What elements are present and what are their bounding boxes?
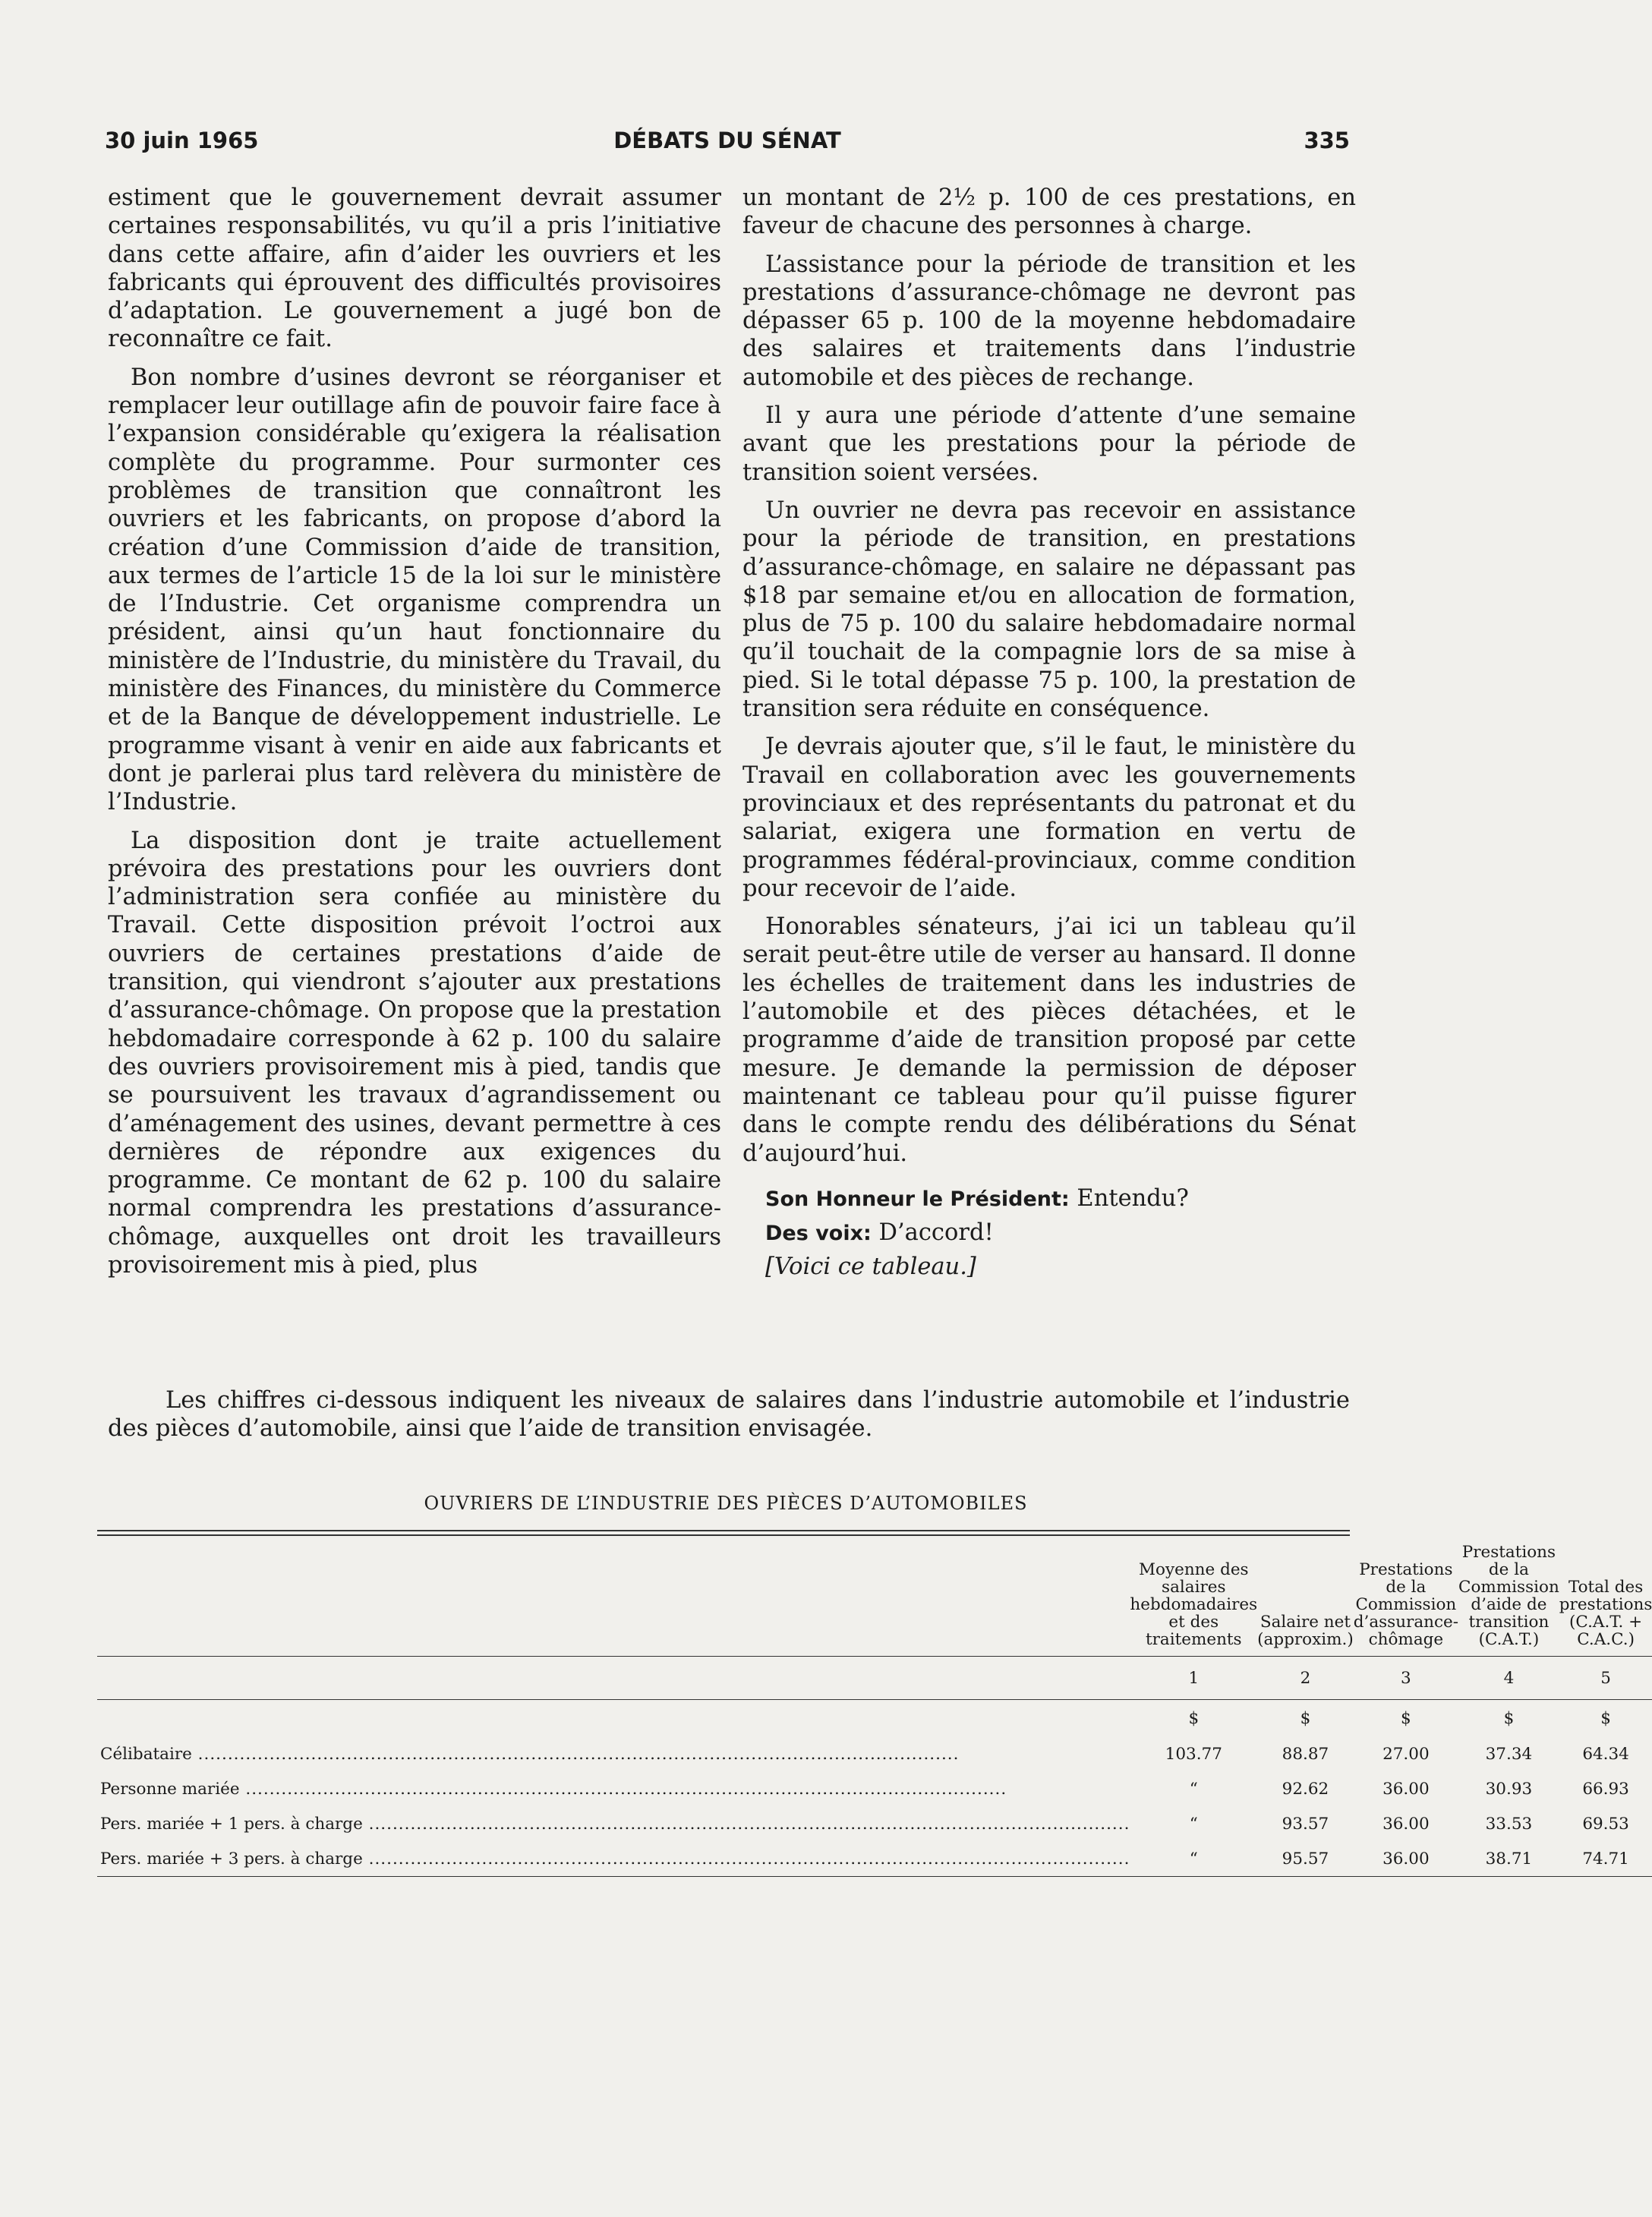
table-row xyxy=(97,1771,1652,1806)
table-cell: 33.53 xyxy=(1485,1814,1533,1834)
table-cell: 36.00 xyxy=(1354,1841,1458,1877)
unit-row xyxy=(97,1700,1652,1737)
column-number: 3 xyxy=(1354,1657,1458,1700)
table-cell: “ xyxy=(1189,1814,1198,1834)
table-row xyxy=(97,1806,1652,1841)
unit-cell: $ xyxy=(1257,1700,1354,1737)
column-header: Total des prestations (C.A.T. + C.A.C.) xyxy=(1559,1578,1652,1649)
speaker-line xyxy=(742,1219,1356,1247)
speaker-reply: D’accord! xyxy=(871,1219,994,1247)
header-title: DÉBATS DU SÉNAT xyxy=(613,128,841,153)
page-number: 335 xyxy=(1304,128,1350,153)
table-cell: 69.53 xyxy=(1582,1814,1629,1834)
column-number: 5 xyxy=(1559,1657,1652,1700)
paragraph: Je devrais ajouter que, s’il le faut, le ministère du Travail en collaboration avec les gouvernements provinciaux et des représentants du patronat et du salariat, exigera une formation en vertu de programmes fédéral-provinciaux, comme condition pour recevoir de l’aide. xyxy=(742,733,1356,902)
row-label: Personne mariée ..... xyxy=(97,1771,1130,1806)
table-cell: 93.57 xyxy=(1282,1814,1329,1834)
header-date: 30 juin 1965 xyxy=(105,128,259,153)
table-row xyxy=(97,1736,1652,1771)
paragraph: Bon nombre d’usines devront se réorganiser et remplacer leur outillage afin de pouvoir faire face à l’expansion considérable qu’exigera la réalisation complète du programme. Pour surmonter ces problèmes de transition que connaîtront les ouvriers et les fabricants, on propose d’abord la création d’une Commission d’aide de transition, aux termes de l’article 15 de la loi sur le ministère de l’Industrie. Cet organisme comprendra un président, ainsi qu’un haut fonctionnaire du ministère de l’Industrie, du ministère du Travail, du ministère des Finances, du ministère du Commerce et de la Banque de développement industrielle. Le programme visant à venir en aide aux fabricants et dont je parlerai plus tard relèvera du ministère de l’Industrie. xyxy=(108,364,721,816)
paragraph: Un ouvrier ne devra pas recevoir en assistance pour la période de transition, en prestations d’assurance-chômage, en salaire ne dépassant pas $18 par semaine et/ou en allocation de formation, plus de 75 p. 100 du salaire hebdomadaire normal qu’il touchait de la compagnie lors de sa mise à pied. Si le total dépasse 75 p. 100, la prestation de transition sera réduite en conséquence. xyxy=(742,497,1356,723)
table-row xyxy=(97,1841,1652,1877)
table-cell: 74.71 xyxy=(1559,1841,1652,1877)
row-label: Célibataire ..... xyxy=(97,1736,1130,1771)
wage-table xyxy=(97,1530,1652,1877)
speaker-reply: Entendu? xyxy=(1069,1184,1189,1212)
paragraph: un montant de 2½ p. 100 de ces prestations, en faveur de chacune des personnes à charge. xyxy=(742,184,1356,240)
table-cell: 66.93 xyxy=(1582,1779,1629,1799)
table-title: OUVRIERS DE L’INDUSTRIE DES PIÈCES D’AUTOMOBILES xyxy=(424,1493,1028,1514)
speaker-name: Son Honneur le Président: xyxy=(765,1187,1070,1211)
column-number-row xyxy=(97,1657,1652,1700)
column-number: 2 xyxy=(1257,1657,1354,1700)
column-header: Salaire net (approxim.) xyxy=(1257,1613,1354,1649)
row-label: Pers. mariée + 3 pers. à charge ..... xyxy=(97,1841,1130,1877)
speaker-name: Des voix: xyxy=(765,1222,872,1246)
paragraph: La disposition dont je traite actuellement prévoira des prestations pour les ouvriers dont l’administration sera confiée au ministère du Travail. Cette disposition prévoit l’octroi aux ouvriers de certaines prestations d’aide de transition, qui viendront s’ajouter aux prestations d’assurance-chômage. On propose que la prestation hebdomadaire corresponde à 62 p. 100 du salaire des ouvriers provisoirement mis à pied, tandis que se poursuivent les travaux d’agrandissement ou d’aménagement des usines, devant permettre à ces dernières de répondre aux exigences du programme. Ce montant de 62 p. 100 du salaire normal comprendra les prestations d’assurance-chômage, auxquelles ont droit les travailleurs provisoirement mis à pied, plus xyxy=(108,827,721,1279)
table-top-rule xyxy=(97,1530,1350,1536)
table-intro: Les chiffres ci-dessous indiquent les niveaux de salaires dans l’industrie automobile et l’industrie des pièces d’automobile, ainsi que l’aide de transition envisagée. xyxy=(108,1387,1350,1443)
table-cell: 64.34 xyxy=(1582,1744,1629,1764)
table-cell: “ xyxy=(1130,1841,1257,1877)
header-cell-empty xyxy=(97,1536,1130,1657)
table-cell: 95.57 xyxy=(1257,1841,1354,1877)
table-header-row xyxy=(97,1536,1652,1657)
wage-data-table xyxy=(97,1536,1652,1877)
page-header xyxy=(105,128,1350,161)
table-cell: 37.34 xyxy=(1485,1744,1533,1764)
table-cell: “ xyxy=(1189,1779,1198,1799)
right-column xyxy=(742,184,1356,1282)
table-cell: 36.00 xyxy=(1382,1814,1430,1834)
table-cell: 27.00 xyxy=(1382,1744,1430,1764)
paragraph: Honorables sénateurs, j’ai ici un tableau qu’il serait peut-être utile de verser au hansard. Il donne les échelles de traitement dans les industries de l’automobile et des pièces détachées, et le programme d’aide de transition proposé par cette mesure. Je demande la permission de déposer maintenant ce tableau pour qu’il puisse figurer dans le compte rendu des délibérations du Sénat d’aujourd’hui. xyxy=(742,913,1356,1167)
unit-cell: $ xyxy=(1458,1700,1559,1737)
table-insert-note: [Voici ce tableau.] xyxy=(765,1254,976,1281)
column-number: 4 xyxy=(1458,1657,1559,1700)
unit-cell: $ xyxy=(1130,1700,1257,1737)
left-column xyxy=(108,184,721,1279)
paragraph: Il y aura une période d’attente d’une semaine avant que les prestations pour la période de transition soient versées. xyxy=(742,402,1356,486)
column-header: Prestations de la Commission d’aide de transition (C.A.T.) xyxy=(1458,1543,1559,1649)
table-cell: 30.93 xyxy=(1485,1779,1533,1799)
column-number: 1 xyxy=(1130,1657,1257,1700)
paragraph: L’assistance pour la période de transition et les prestations d’assurance-chômage ne devront pas dépasser 65 p. 100 de la moyenne hebdomadaire des salaires et traitements dans l’industrie automobile et des pièces de rechange. xyxy=(742,251,1356,391)
column-header: Prestations de la Commission d’assurance-chômage xyxy=(1353,1560,1459,1649)
table-cell: 36.00 xyxy=(1382,1779,1430,1799)
unit-cell: $ xyxy=(1354,1700,1458,1737)
table-cell: 38.71 xyxy=(1458,1841,1559,1877)
column-header: Moyenne des salaires hebdomadaires et des traitements xyxy=(1130,1560,1258,1649)
table-cell: 103.77 xyxy=(1165,1744,1222,1764)
speaker-line xyxy=(742,1184,1356,1213)
table-cell: 92.62 xyxy=(1282,1779,1329,1799)
unit-cell: $ xyxy=(1559,1700,1652,1737)
paragraph: estiment que le gouvernement devrait assumer certaines responsabilités, vu qu’il a pris l’initiative dans cette affaire, afin d’aider les ouvriers et les fabricants qui éprouvent des difficultés provisoires d’adaptation. Le gouvernement a jugé bon de reconnaître ce fait. xyxy=(108,184,721,353)
table-cell: 88.87 xyxy=(1282,1744,1329,1764)
row-label: Pers. mariée + 1 pers. à charge ..... xyxy=(97,1806,1130,1841)
